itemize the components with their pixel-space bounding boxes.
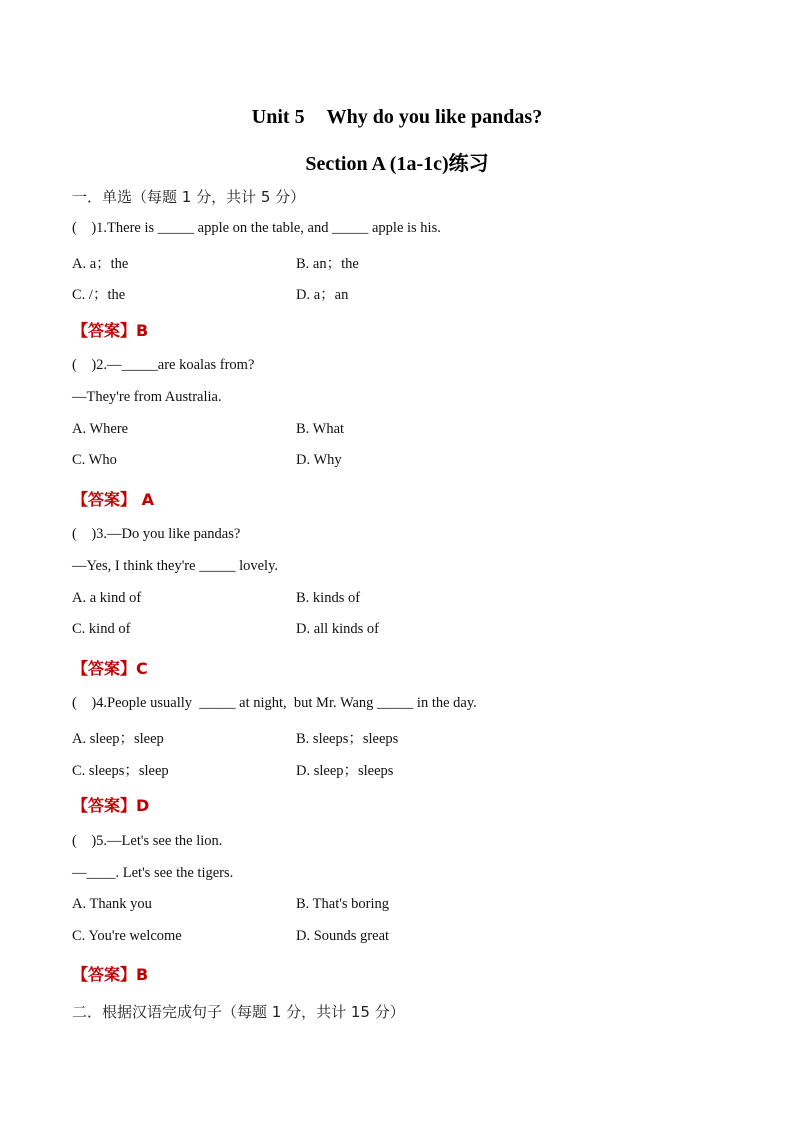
question-1-stem: ( )1.There is _____ apple on the table, and _____ apple is his.: [72, 220, 441, 236]
question-2-stem: ( )2.—_____are koalas from?: [72, 357, 255, 373]
question-5-option-b: B. That's boring: [296, 896, 389, 912]
question-2-option-c: C. Who: [72, 452, 117, 468]
section-heading-2: 二．根据汉语完成句子（每题 1 分，共计 15 分）: [72, 1003, 405, 1021]
question-3-option-c: C. kind of: [72, 621, 131, 637]
question-1-option-c: C. /；the: [72, 287, 126, 303]
question-2-option-b: B. What: [296, 421, 345, 437]
question-3-answer: 【答案】C: [72, 659, 148, 678]
question-4-option-d: D. sleep；sleeps: [296, 763, 394, 779]
question-2-answer: 【答案】 A: [72, 490, 154, 509]
question-2-option-d: D. Why: [296, 452, 342, 468]
section-heading-1: 一．单选（每题 1 分，共计 5 分）: [72, 188, 306, 206]
question-4-option-a: A. sleep；sleep: [72, 731, 164, 747]
question-5-option-a: A. Thank you: [72, 896, 152, 912]
question-3-option-a: A. a kind of: [72, 590, 142, 606]
question-5-option-d: D. Sounds great: [296, 928, 390, 944]
question-4-stem: ( )4.People usually _____ at night, but Mr. Wang _____ in the day.: [72, 695, 477, 711]
question-3-stem: ( )3.—Do you like pandas?: [72, 526, 241, 542]
question-4-answer: 【答案】D: [72, 796, 150, 815]
question-2-reply: —They're from Australia.: [72, 389, 222, 405]
question-5-stem: ( )5.—Let's see the lion.: [72, 833, 223, 849]
question-1-option-b: B. an；the: [296, 256, 359, 272]
unit-question: Why do you like pandas?: [326, 106, 543, 128]
question-5-option-c: C. You're welcome: [72, 928, 182, 944]
question-3-reply: —Yes, I think they're _____ lovely.: [72, 558, 279, 574]
question-5-answer: 【答案】B: [72, 965, 149, 984]
unit-title: [0, 106, 794, 129]
question-5-reply: —____. Let's see the tigers.: [72, 865, 234, 881]
section-title: Section A (1a-1c)练习: [305, 153, 489, 175]
question-3-option-b: B. kinds of: [296, 590, 361, 606]
question-1-option-d: D. a；an: [296, 287, 349, 303]
question-2-option-a: A. Where: [72, 421, 129, 437]
question-4-option-c: C. sleeps；sleep: [72, 763, 169, 779]
question-3-option-d: D. all kinds of: [296, 621, 379, 637]
question-4-option-b: B. sleeps；sleeps: [296, 731, 399, 747]
question-1-option-a: A. a；the: [72, 256, 129, 272]
unit-label: Unit 5: [251, 106, 305, 128]
question-1-answer: 【答案】B: [72, 321, 149, 340]
